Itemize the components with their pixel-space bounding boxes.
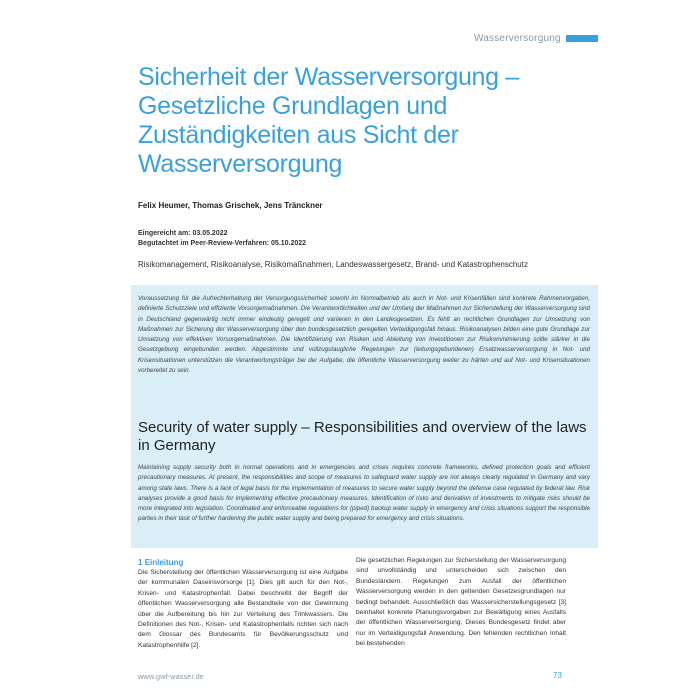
english-title: Security of water supply – Responsibilities and overview of the laws in Germany bbox=[138, 419, 587, 454]
body-column-right: Die gesetzlichen Regelungen zur Sicherstellung der Wasserversorgung sind unvollständig und unterscheiden sich zwischen den Bundesländern. Regelungen zum Ausfall der öffentlichen Wasserversorgung werden in den geltenden Gesetzesgrundlagen nur bedingt behandelt. Ausschließlich das Wassersicherstellungsgesetz [3] beinhaltet konkrete Planungsvorgaben zur Bewältigung eines Ausfalls der öffentlichen Wasserversorgung. Dieses Bundesgesetz findet aber nur im Verteidigungsfall Anwendung. Den fehlenden rechtlichen Inhalt bei bestehenden bbox=[356, 557, 566, 648]
review-date: Begutachtet im Peer-Review-Verfahren: 05.10.2022 bbox=[138, 240, 307, 247]
body-column-left: Die Sicherstellung der öffentlichen Wasserversorgung ist eine Aufgabe der kommunalen Daseinsvorsorge [1]. Dies gilt auch für den Not-, Krisen- und Katastrophenfall. Dabei beschreibt der Begriff der öffentlichen Wasserversorgung alle Bestandteile von der Gewinnung über die Aufbereitung bis hin zur Verteilung des Trinkwassers. Die Definitionen des Not-, Krisen- und Katastrophenfalls richten sich nach dem Glossar des Bundesamts für Bevölkerungsschutz und Katastrophenhilfe [2]. bbox=[138, 569, 348, 649]
keywords: Risikomanagement, Risikoanalyse, Risikomaßnahmen, Landeswassergesetz, Brand- und Katastrophenschutz bbox=[138, 260, 528, 269]
header-accent-bar bbox=[566, 35, 598, 42]
running-header-section: Wasserversorgung bbox=[474, 33, 561, 44]
abstract-german: Voraussetzung für die Aufrechterhaltung der Versorgungssicherheit sowohl im Normalbetrieb als auch in Not- und Krisenfällen sind konkrete Rahmenvorgaben, definierte Schutzziele und effiziente Vorsorgemaßnahmen. Die Verantwortlichkeiten und der Umfang der Maßnahmen zur Sicherstellung der Wasserversorgung sind in Deutschland gegenwärtig nicht immer eindeutig geregelt und variieren in den Landesgesetzen. Es fehlt an rechtlichen Grundlagen zur Umsetzung von Maßnahmen zur Sicherung der Wasserversorgung über den bundesgesetzlich geregelten Verteidigungsfall hinaus. Risikoanalysen bilden eine gute Grundlage zur Umsetzung von effektiven Vorsorgemaßnahmen. Die Identifizierung von Risiken und Ableitung von Investitionen zur Risikominimierung sollte stärker in die Gesetzgebung eingebunden werden. Abgestimmte und vollzugstaugliche Regelungen zur (leitungsgebundenen) Ersatzwasserversorgung in Not- und Krisensituationen unterstützen die Verantwortungsträger bei der Aufgabe, die öffentliche Wasserversorgung weiter zu härten und auf Not- und Krisensituationen vorbereitet zu sein. bbox=[138, 295, 590, 375]
authors: Felix Heumer, Thomas Grischek, Jens Tränckner bbox=[138, 201, 323, 210]
page-number: 73 bbox=[553, 671, 562, 680]
submission-dates bbox=[138, 229, 306, 249]
section-heading: 1 Einleitung bbox=[138, 558, 184, 567]
footer-url: www.gwf-wasser.de bbox=[138, 672, 204, 681]
received-date: Eingereicht am: 03.05.2022 bbox=[138, 230, 228, 237]
article-title: Sicherheit der Wasserversorgung – Gesetzliche Grundlagen und Zuständigkeiten aus Sicht der Wasserversorgung bbox=[138, 63, 520, 178]
abstract-english: Maintaining supply security both in normal operations and in emergencies and crises requires concrete frameworks, defined protection goals and efficient precautionary measures. At present, the responsibilities and scope of measures to safeguard water supply are not always clearly regulated in Germany and vary among state laws. There is a lack of legal basis for the implementation of measures to secure water supply beyond the defense case regulated by federal law. Risk analyses provide a good basis for implementing effective precautionary measures. Identification of risks and derivation of investments to mitigate risks should be more integrated into legislation. Coordinated and enforceable regulations for (piped) backup water supply in emergency and crisis situations support the responsible parties in their task of further hardening the public water supply and being prepared for emergency and crisis situations. bbox=[138, 464, 590, 523]
